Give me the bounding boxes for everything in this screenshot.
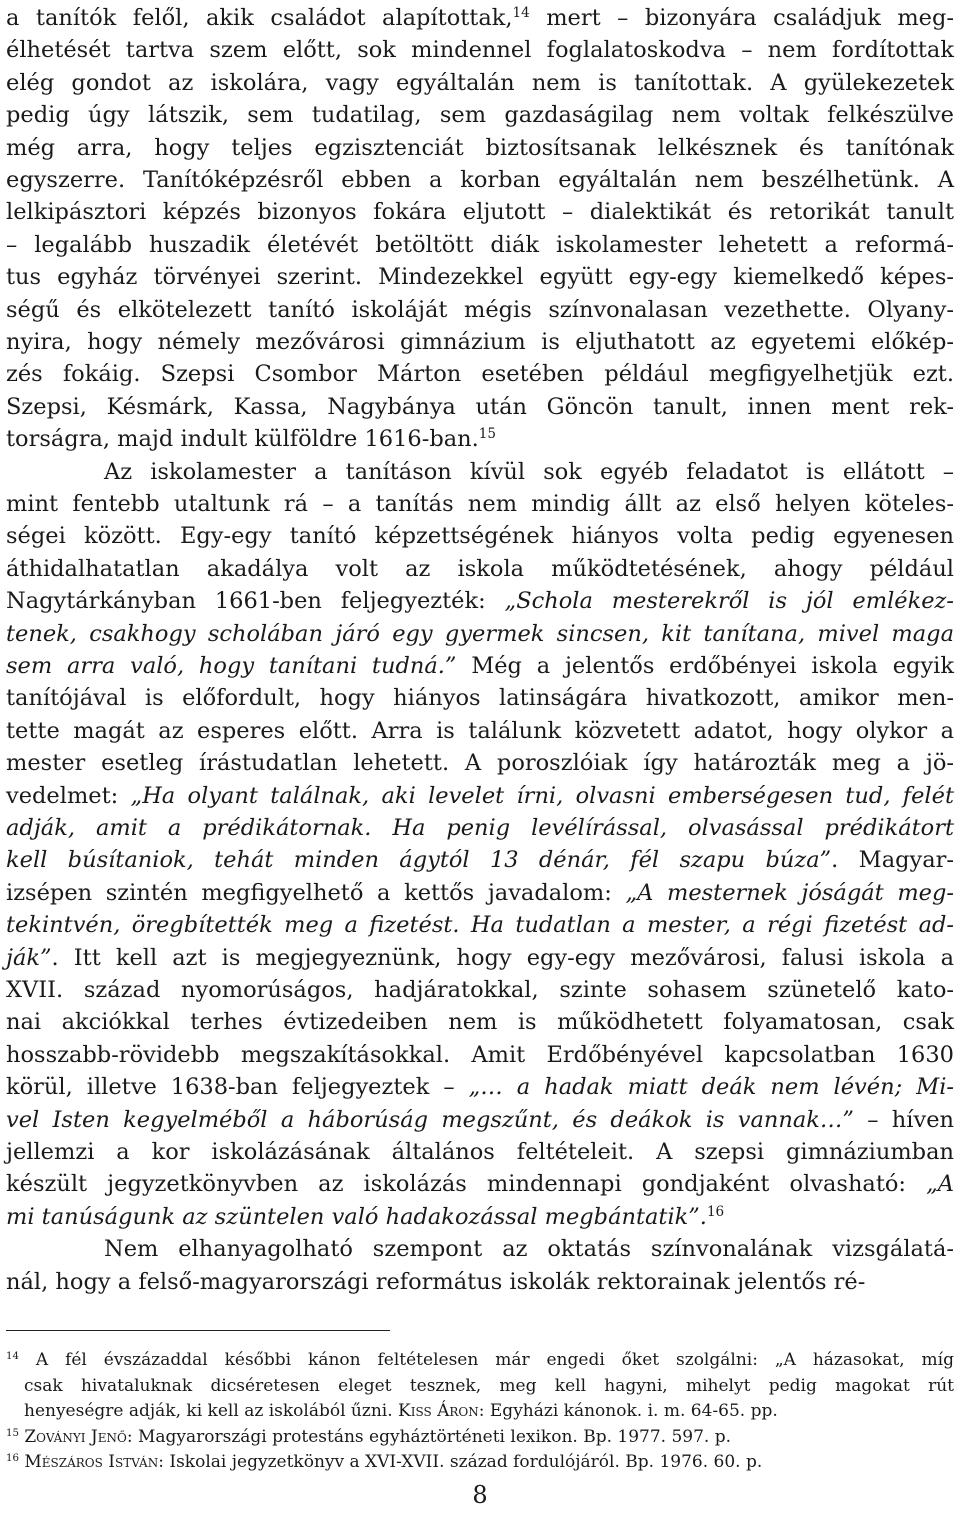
text-line: [6, 682, 954, 714]
text-run: körül, illetve 1638-ban feljegyeztek –: [6, 1074, 469, 1101]
text-run: vedelmet:: [6, 782, 131, 809]
text-line: [6, 34, 954, 66]
text-line: [6, 747, 954, 779]
footnote-line: [24, 1399, 954, 1423]
text-line: [6, 132, 954, 164]
text-line: [6, 1006, 954, 1038]
text-run: hosszabb-rövidebb megszakításokkal. Amit Erdőbényével kapcsolatban 1630: [6, 1041, 954, 1068]
text-line: [6, 423, 954, 455]
text-run: nál, hogy a felső-magyarországi református iskolák rektorainak jelentős ré-: [6, 1268, 866, 1295]
text-run: ségei között. Egy-egy tanító képzettségének hiányos volta pedig egyenesen: [6, 523, 954, 550]
text-run: elég gondot az iskolára, vagy egyáltalán nem is tanítottak. A gyülekezetek: [6, 69, 954, 96]
text-run: A fél évszázaddal későbbi kánon feltételesen már engedi őket szolgálni: „A házasokat, míg: [18, 1350, 954, 1370]
text-line: [6, 942, 954, 974]
text-line: [6, 812, 954, 844]
text-line: [6, 488, 954, 520]
text-line: [6, 164, 954, 196]
italic-quote: sem arra való, hogy tanítani tudná.”: [6, 653, 457, 679]
text-line: [6, 909, 954, 941]
italic-quote: „A mesternek jóságát meg-: [625, 879, 954, 906]
text-line: [6, 974, 954, 1006]
footnote-ref: 16: [706, 1203, 725, 1220]
text-line: [6, 618, 954, 650]
text-line: [6, 1136, 954, 1168]
footnote-separator: [6, 1330, 390, 1331]
text-run: Szepsi, Késmárk, Kassa, Nagybánya után Göncön tanult, innen ment rek-: [6, 393, 954, 420]
text-line: [6, 326, 954, 358]
author-name: Zoványi Jenő: [24, 1426, 127, 1447]
text-run: . Magyar-: [831, 847, 954, 874]
text-run: . Itt kell azt is megjegyeznünk, hogy egy-egy mezővárosi, falusi iskola a: [51, 944, 954, 971]
text-line: [6, 1201, 954, 1233]
text-line: [6, 1104, 954, 1136]
text-run: nyira, hogy némely mezővárosi gimnázium is eljuthatott az egyetemi előkép-: [6, 329, 954, 355]
text-run: készült jegyzetkönyvben az iskolázás mindennapi gondjaként olvasható:: [6, 1171, 927, 1198]
text-run: élhetését tartva szem előtt, sok mindennel foglalatoskodva – nem fordítottak: [6, 37, 954, 64]
text-run: izsépen szintén megfigyelhető a kettős javadalom:: [6, 879, 626, 906]
text-run: mester esetleg írástudatlan lehetett. A poroszlóiak így határozták meg a jö-: [6, 750, 954, 777]
text-line: [6, 520, 954, 552]
text-run: pedig úgy látszik, sem tudatilag, sem gazdaságilag nem voltak felkészülve: [6, 102, 954, 129]
text-line: [6, 1039, 954, 1071]
text-line: [6, 553, 954, 585]
italic-quote: „A: [926, 1171, 954, 1198]
text-run: : Iskolai jegyzetkönyv a XVI-XVII. század fordulójáról. Bp. 1976. 60. p.: [158, 1452, 763, 1472]
text-line: [6, 2, 954, 34]
text-run: mert – bizonyára családjuk meg-: [529, 5, 955, 31]
text-line: [6, 99, 954, 131]
footnote-line: [6, 1348, 954, 1372]
text-line: [6, 294, 954, 326]
italic-quote: kell búsítaniok, tehát minden ágytól 13 dénár, fél szapu búza”: [6, 847, 832, 874]
text-line: [6, 844, 954, 876]
text-run: henyeségre adják, ki kell az iskolából űzni.: [24, 1401, 399, 1421]
text-line: [6, 358, 954, 390]
text-line: [6, 585, 954, 617]
text-line: [6, 1071, 954, 1103]
author-name: Mészáros István: [24, 1452, 159, 1472]
text-run: lelkipásztori képzés bizonyos fokára eljutott – dialektikát és retorikát tanult: [6, 199, 954, 226]
text-line: [6, 1168, 954, 1200]
text-line: [6, 391, 954, 423]
footnote-ref: 16: [6, 1452, 19, 1464]
text-run: – legalább huszadik életévét betöltött diák iskolamester lehetett a reformá-: [6, 231, 954, 258]
text-run: egyszerre. Tanítóképzésről ebben a korban egyáltalán nem beszélhetünk. A: [6, 167, 954, 193]
text-run: torságra, majd indult külföldre 1616-ban.: [6, 426, 479, 453]
text-run: Nagytárkányban 1661-ben feljegyezték:: [6, 588, 505, 615]
text-run: még arra, hogy teljes egzisztenciát biztosítsanak lelkésznek és tanítónak: [6, 134, 954, 161]
text-run: tanítójával is előfordult, hogy hiányos latinságára hivatkozott, amikor men-: [6, 685, 954, 712]
italic-quote: „… a hadak miatt deák nem lévén; Mi-: [468, 1074, 954, 1101]
text-line: [6, 67, 954, 99]
italic-quote: ják”: [6, 944, 52, 971]
text-line: [104, 1233, 954, 1265]
text-run: Nem elhanyagolható szempont az oktatás színvonalának vizsgálatá-: [104, 1236, 954, 1263]
footnote-ref: 15: [6, 1427, 19, 1439]
text-run: zés fokáig. Szepsi Csombor Márton esetében például megfigyelhetjük ezt.: [6, 361, 954, 388]
italic-quote: tenek, csakhogy scholában járó egy gyermek sincsen, kit tanítana, mivel maga: [6, 620, 954, 647]
text-run: csak hivataluknak dicséretesen eleget tesznek, meg kell hagyni, mihelyt pedig magokat rút: [24, 1375, 954, 1396]
footnote-line: [24, 1374, 954, 1398]
author-name: Kiss Áron: [398, 1401, 479, 1421]
footnote-line: [6, 1450, 954, 1474]
text-run: nai akciókkal terhes évtizedeiben nem is működhetett folyamatosan, csak: [6, 1009, 954, 1036]
footnote-ref: 15: [478, 426, 496, 443]
text-line: [6, 650, 954, 682]
italic-quote: mi tanúságunk az szüntelen való hadakozással megbántatik”.: [6, 1203, 707, 1230]
text-run: : Egyházi kánonok. i. m. 64-65. pp.: [478, 1401, 778, 1421]
text-line: [6, 229, 954, 261]
text-run: : Magyarországi protestáns egyháztörténeti lexikon. Bp. 1977. 597. p.: [126, 1426, 732, 1447]
text-run: Az iskolamester a tanításon kívül sok egyéb feladatot is ellátott –: [104, 458, 954, 485]
text-line: [6, 877, 954, 909]
italic-quote: „Schola mesterekről is jól emlékez-: [504, 588, 954, 615]
text-run: XVII. század nyomorúságos, hadjáratokkal, szinte sohasem szünetelő kato-: [6, 977, 954, 1003]
text-run: jellemzi a kor iskolázásának általános feltételeit. A szepsi gimnáziumban: [6, 1139, 954, 1165]
footnote-line: [6, 1425, 954, 1449]
text-line: [6, 196, 954, 228]
italic-quote: „Ha olyant találnak, aki levelet írni, olvasni emberségesen tud, felét: [130, 782, 954, 809]
text-run: Még a jelentős erdőbényei iskola egyik: [456, 653, 954, 679]
footnote-ref: 14: [512, 4, 530, 21]
text-run: áthidalhatatlan akadálya volt az iskola működtetésének, ahogy például: [6, 555, 954, 582]
italic-quote: adják, amit a prédikátornak. Ha penig levélírással, olvasással prédikátort: [6, 815, 954, 841]
text-line: [6, 261, 954, 293]
footnote-ref: 14: [6, 1350, 19, 1362]
text-run: – híven: [853, 1106, 955, 1133]
text-line: [6, 715, 954, 747]
text-run: mint fentebb utaltunk rá – a tanítás nem mindig állt az első helyen köteles-: [6, 491, 954, 517]
page-number: 8: [472, 1481, 488, 1509]
text-line: [6, 1266, 954, 1298]
text-run: a tanítók felől, akik családot alapítottak,: [6, 5, 513, 31]
italic-quote: tekintvén, öregbítették meg a fizetést. Ha tudatlan a mester, a régi fizetést ad-: [6, 912, 954, 939]
text-run: tus egyház törvényei szerint. Mindezekkel együtt egy-egy kiemelkedő képes-: [6, 264, 954, 291]
text-line: [104, 456, 954, 488]
text-line: [6, 780, 954, 812]
text-run: tette magát az esperes előtt. Arra is találunk közvetett adatot, hogy olykor a: [6, 717, 954, 744]
italic-quote: vel Isten kegyelméből a háborúság megszűnt, és deákok is vannak…”: [6, 1106, 854, 1133]
text-run: ségű és elkötelezett tanító iskoláját mégis színvonalasan vezethette. Olyany-: [6, 296, 954, 323]
